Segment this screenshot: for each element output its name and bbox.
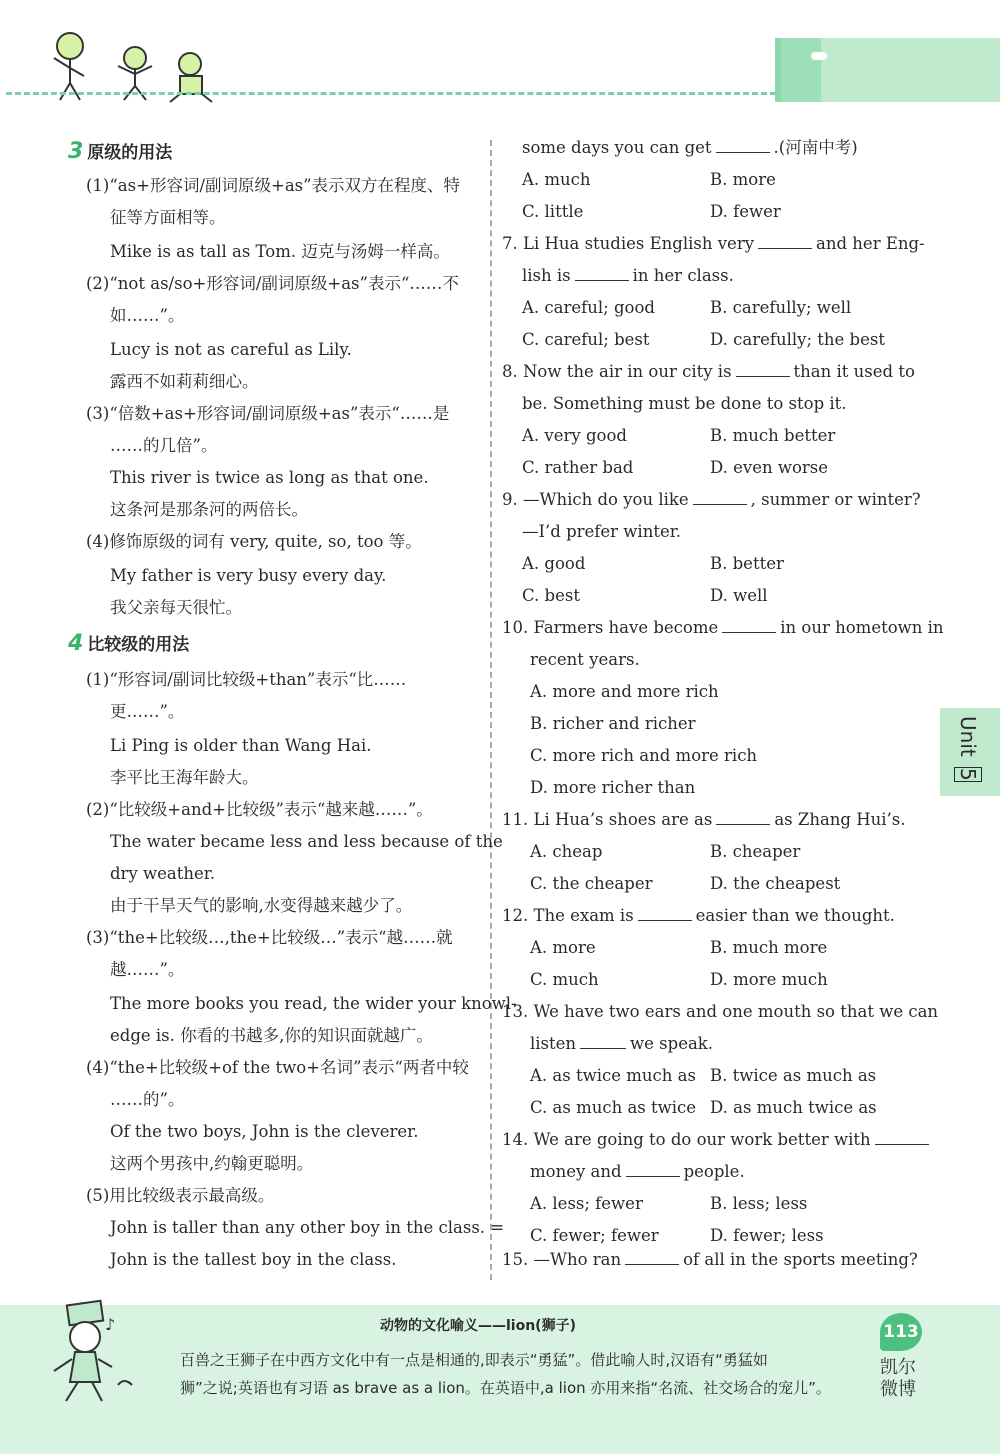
question-9-reply: —I’d prefer winter. [522,522,682,541]
option[interactable]: C. much [530,970,599,989]
option[interactable]: B. cheaper [710,842,801,861]
example-line: The water became less and less because of the [110,832,503,851]
option[interactable]: C. best [522,586,580,605]
example-line: Mike is as tall as Tom. 迈克与汤姆一样高。 [110,242,450,261]
note-line: 越……”。 [110,960,185,979]
question-text: , summer or winter? [750,490,921,509]
example-line: Lucy is not as careful as Lily. [110,340,352,359]
note-line: ……的几倍”。 [110,436,218,455]
footer-text-line: 狮”之说;英语也有习语 as brave as a lion。在英语中,a lion 亦用来指“名流、社交场合的宠儿”。 [180,1379,831,1397]
question-text: 10. Farmers have become [502,618,719,637]
option[interactable]: B. more [710,170,776,189]
question-text: people. [683,1162,745,1181]
example-line: edge is. 你看的书越多,你的知识面就越广。 [110,1026,433,1045]
example-line: John is the tallest boy in the class. [110,1250,397,1269]
question-text: some days you can get [522,138,712,157]
unit-side-tab [940,708,1000,796]
option[interactable]: D. the cheapest [710,874,841,893]
question-text: in our hometown in [780,618,944,637]
option[interactable]: A. more [530,938,596,957]
question-15-stem [502,1249,918,1271]
question-14-stem-cont [530,1161,745,1183]
example-line: dry weather. [110,864,216,883]
translation-line: 由于干旱天气的影响,水变得越来越少了。 [110,896,413,915]
question-text: easier than we thought. [695,906,895,925]
option[interactable]: C. rather bad [522,458,634,477]
header-tab-strip [781,38,821,102]
answer-blank[interactable] [716,810,770,825]
answer-blank[interactable] [625,1250,679,1265]
answer-blank[interactable] [875,1130,929,1145]
question-text: money and [530,1162,622,1181]
note-line: 更……”。 [110,702,185,721]
option[interactable]: B. richer and richer [530,714,696,733]
example-line: This river is twice as long as that one. [110,468,429,487]
section-4-heading [68,633,189,656]
option[interactable]: A. more and more rich [530,682,719,701]
example-line: My father is very busy every day. [110,566,387,585]
option[interactable]: A. less; fewer [530,1194,643,1213]
option[interactable]: D. more richer than [530,778,696,797]
option[interactable]: C. little [522,202,584,221]
question-text: listen [530,1034,577,1053]
question-text: we speak. [630,1034,714,1053]
answer-blank[interactable] [736,362,790,377]
question-10-stem [502,617,944,639]
answer-blank[interactable] [758,234,812,249]
note-line: (2)“not as/so+形容词/副词原级+as”表示“……不 [86,274,459,293]
option[interactable]: A. careful; good [522,298,655,317]
example-line: The more books you read, the wider your knowl- [110,994,517,1013]
question-8-stem [502,361,915,383]
section-3-heading [68,141,172,164]
page-header [0,0,1000,110]
unit-number: 5 [956,768,980,781]
option[interactable]: C. fewer; fewer [530,1226,659,1245]
option[interactable]: A. good [522,554,586,573]
note-line: 如……”。 [110,306,185,325]
option[interactable]: C. the cheaper [530,874,653,893]
question-9-stem [502,489,921,511]
translation-line: 这条河是那条河的两倍长。 [110,500,308,519]
option[interactable]: B. twice as much as [710,1066,877,1085]
brand-line: 微博 [880,1379,916,1400]
note-line: (1)“as+形容词/副词原级+as”表示双方在程度、特 [86,176,461,195]
example-line: Of the two boys, John is the cleverer. [110,1122,419,1141]
translation-line: 李平比王海年龄大。 [110,768,259,787]
question-text: in her class. [632,266,734,285]
question-13-stem: 13. We have two ears and one mouth so that we can [502,1002,939,1021]
answer-blank[interactable] [716,138,770,153]
question-text: and her Eng- [816,234,925,253]
header-dashed-line [6,92,776,95]
question-14-stem [502,1129,933,1151]
section-4-title: 比较级的用法 [87,635,190,655]
note-line: (4)“the+比较级+of the two+名词”表示“两者中较 [86,1058,469,1077]
option[interactable]: A. as twice much as [530,1066,696,1085]
option[interactable]: B. carefully; well [710,298,852,317]
translation-line: 我父亲每天很忙。 [110,598,242,617]
translation-line: 这两个男孩中,约翰更聪明。 [110,1154,314,1173]
option[interactable]: A. much [522,170,591,189]
question-8-stem-cont: be. Something must be done to stop it. [522,394,847,413]
answer-blank[interactable] [722,618,776,633]
option[interactable]: C. careful; best [522,330,650,349]
column-divider [490,140,492,1280]
option[interactable]: D. fewer [710,202,781,221]
question-text: than it used to [793,362,915,381]
unit-text: Unit [956,716,980,757]
brand-logo [880,1357,916,1401]
option[interactable]: B. less; less [710,1194,808,1213]
unit-label [954,716,982,782]
note-line: (1)“形容词/副词比较级+than”表示“比…… [86,670,407,689]
option[interactable]: D. carefully; the best [710,330,885,349]
footer-text-line: 百兽之王狮子在中西方文化中有一点是相通的,即表示“勇猛”。借此喻人时,汉语有“勇猛如 [180,1351,768,1369]
boy-mascot-icon [40,1297,150,1407]
answer-blank[interactable] [693,490,747,505]
question-text: 14. We are going to do our work better with [502,1130,871,1149]
music-note-icon: ♪ [105,1315,116,1334]
option[interactable]: D. even worse [710,458,829,477]
note-line: (2)“比较级+and+比较级”表示“越来越……”。 [86,800,433,819]
section-3-number: 3 [68,139,84,164]
option[interactable]: D. fewer; less [710,1226,824,1245]
option[interactable]: C. as much as twice [530,1098,697,1117]
option[interactable]: C. more rich and more rich [530,746,758,765]
question-text: of all in the sports meeting? [683,1250,918,1269]
section-3-title: 原级的用法 [87,143,173,163]
question-13-stem-cont [530,1033,713,1055]
question-text: 7. Li Hua studies English very [502,234,755,253]
example-line: Li Ping is older than Wang Hai. [110,736,372,755]
question-text: 11. Li Hua’s shoes are as [502,810,713,829]
footer-title: 动物的文化喻义——lion(狮子) [380,1318,576,1334]
option[interactable]: A. very good [522,426,627,445]
header-tab-dot [811,52,827,60]
option[interactable]: B. much more [710,938,828,957]
question-text: 15. —Who ran [502,1250,622,1269]
note-line: 征等方面相等。 [110,208,226,227]
question-6-stem [522,137,858,159]
question-12-stem [502,905,895,927]
option[interactable]: B. better [710,554,784,573]
culture-footer [0,1305,1000,1454]
option[interactable]: D. as much twice as [710,1098,877,1117]
translation-line: 露西不如莉莉细心。 [110,372,259,391]
answer-blank[interactable] [580,1034,626,1049]
question-7-stem-cont [522,265,734,287]
option[interactable]: D. more much [710,970,828,989]
note-line: ……的”。 [110,1090,185,1109]
option[interactable]: D. well [710,586,768,605]
option[interactable]: B. much better [710,426,836,445]
brand-line: 凯尔 [880,1357,916,1378]
header-tab [775,38,1000,102]
question-text: 12. The exam is [502,906,634,925]
section-4-number: 4 [68,631,84,656]
question-text: .(河南中考) [773,138,858,157]
note-line: (3)“the+比较级…,the+比较级…”表示“越……就 [86,928,453,947]
question-text: lish is [522,266,571,285]
question-7-stem [502,233,925,255]
question-text: 8. Now the air in our city is [502,362,732,381]
question-10-stem-cont: recent years. [530,650,640,669]
example-line: John is taller than any other boy in the class. = [110,1218,505,1237]
answer-blank[interactable] [575,266,629,281]
page-number-badge: 113 [880,1313,922,1351]
answer-blank[interactable] [626,1162,680,1177]
note-line: (3)“倍数+as+形容词/副词原级+as”表示“……是 [86,404,450,423]
note-line: (5)用比较级表示最高级。 [86,1186,275,1205]
question-text: 9. —Which do you like [502,490,689,509]
question-text: as Zhang Hui’s. [774,810,906,829]
answer-blank[interactable] [638,906,692,921]
question-11-stem [502,809,906,831]
option[interactable]: A. cheap [530,842,603,861]
note-line: (4)修饰原级的词有 very, quite, so, too 等。 [86,532,422,551]
